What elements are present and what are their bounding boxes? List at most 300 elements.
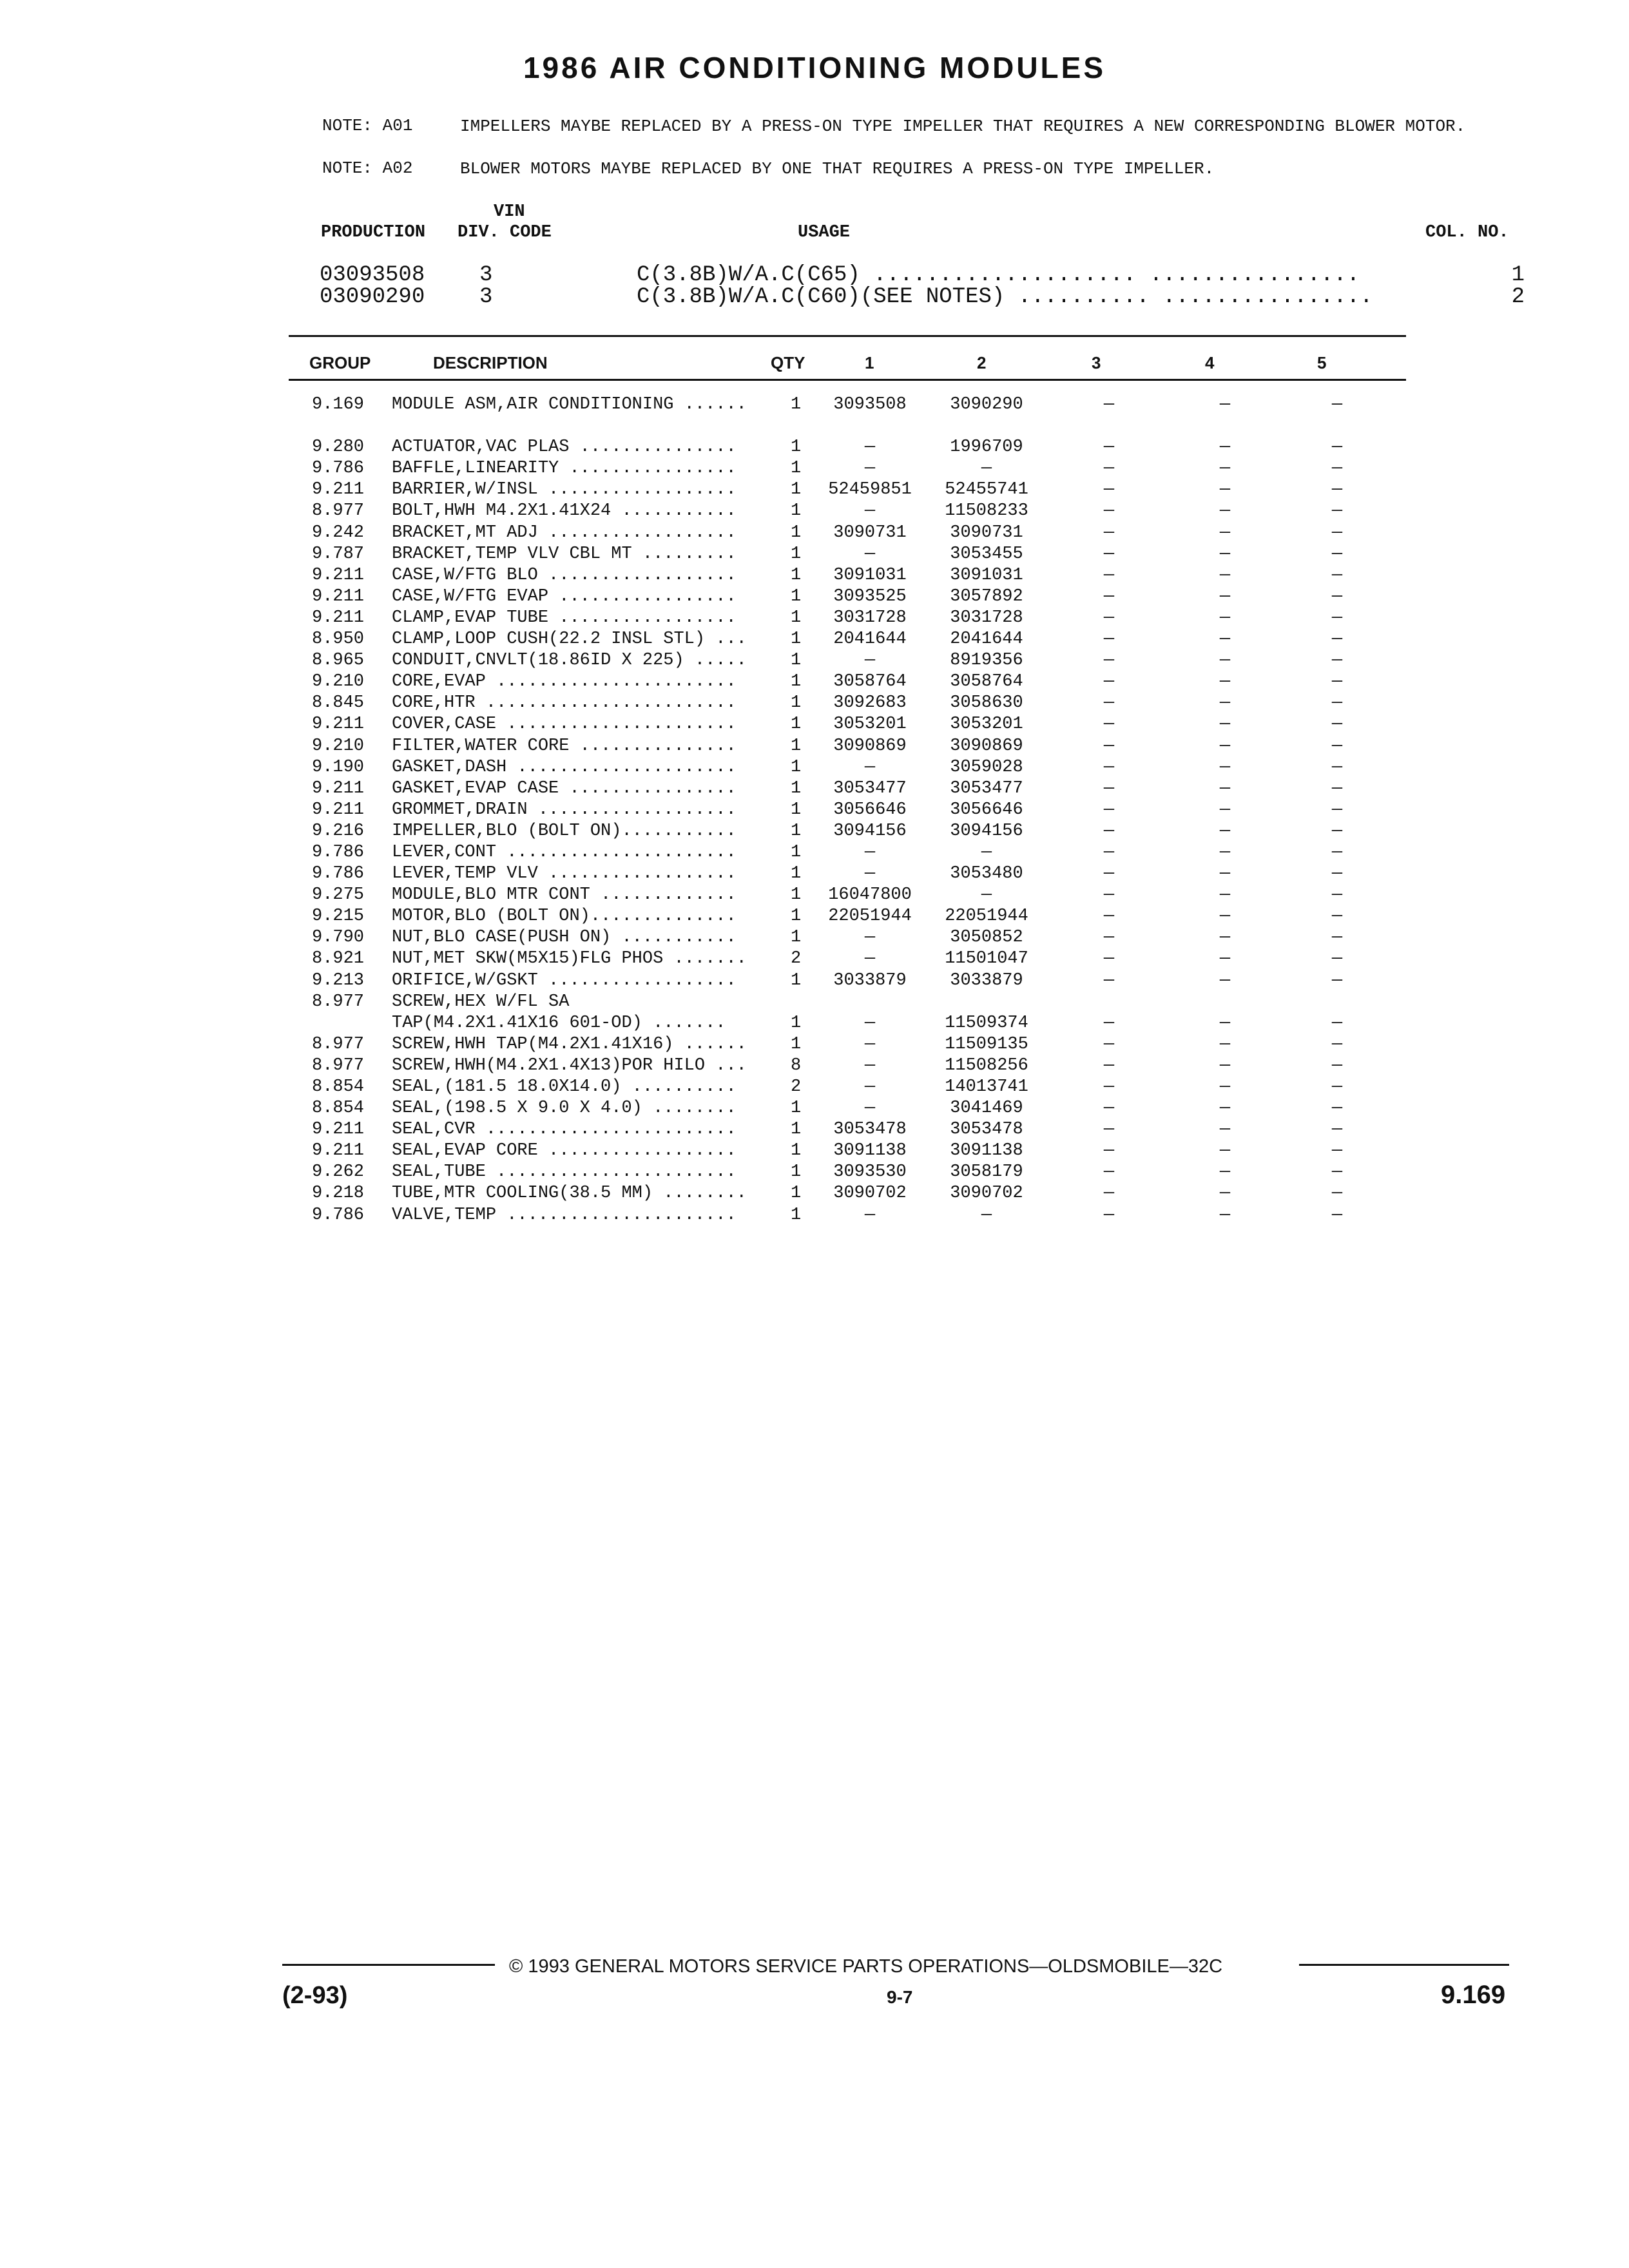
table-row bbox=[0, 693, 1629, 714]
part-number-col-5: — bbox=[1331, 842, 1343, 862]
part-number-col-4: — bbox=[1219, 480, 1231, 500]
part-number-col-2: 3053201 bbox=[950, 715, 1023, 735]
part-qty: 1 bbox=[791, 1099, 802, 1119]
part-number-col-5: — bbox=[1331, 864, 1343, 884]
part-qty: 1 bbox=[791, 885, 802, 905]
part-number-col-2: 3031728 bbox=[950, 608, 1023, 628]
part-group: 9.211 bbox=[312, 586, 365, 606]
part-qty: 1 bbox=[791, 693, 802, 713]
part-number-col-4: — bbox=[1219, 459, 1231, 479]
part-number-col-2: 3033879 bbox=[950, 970, 1023, 990]
part-qty: 2 bbox=[791, 1077, 802, 1097]
part-number-col-2: 3091031 bbox=[950, 565, 1023, 585]
part-number-col-1: 3090869 bbox=[833, 736, 907, 756]
part-qty: 1 bbox=[791, 480, 802, 500]
table-row bbox=[0, 565, 1629, 586]
part-group: 8.854 bbox=[312, 1077, 365, 1097]
table-row bbox=[0, 416, 1629, 437]
note-a02-text: BLOWER MOTORS MAYBE REPLACED BY ONE THAT REQUIRES A PRESS-ON TYPE IMPELLER. bbox=[460, 159, 1215, 178]
table-top-rule bbox=[289, 335, 1406, 337]
part-number-col-1: — bbox=[864, 501, 876, 521]
part-group: 9.218 bbox=[312, 1184, 365, 1204]
part-number-col-1: 3091138 bbox=[833, 1141, 907, 1161]
part-group: 9.210 bbox=[312, 672, 365, 692]
part-group: 9.169 bbox=[312, 395, 365, 414]
col-header-5: 5 bbox=[1317, 353, 1327, 372]
part-number-col-3: — bbox=[1103, 970, 1115, 990]
part-number-col-4: — bbox=[1219, 586, 1231, 606]
part-qty: 1 bbox=[791, 778, 802, 798]
part-description: MOTOR,BLO (BOLT ON).............. bbox=[392, 907, 737, 927]
table-row bbox=[0, 544, 1629, 565]
part-number-col-4: — bbox=[1219, 736, 1231, 756]
table-row bbox=[0, 523, 1629, 544]
part-qty: 1 bbox=[791, 864, 802, 884]
part-number-col-2: 3091138 bbox=[950, 1141, 1023, 1161]
part-number-col-2: 3059028 bbox=[950, 757, 1023, 777]
table-row bbox=[0, 458, 1629, 479]
table-row bbox=[0, 608, 1629, 629]
part-number-col-2: 1996709 bbox=[950, 437, 1023, 457]
part-group: 8.977 bbox=[312, 1055, 365, 1075]
part-group: 9.211 bbox=[312, 778, 365, 798]
table-row bbox=[0, 501, 1629, 522]
part-number-col-2: 52455741 bbox=[945, 480, 1028, 500]
table-row bbox=[0, 821, 1629, 842]
part-group: 8.977 bbox=[312, 992, 365, 1012]
part-number-col-4: — bbox=[1219, 437, 1231, 457]
part-qty: 1 bbox=[791, 1013, 802, 1033]
part-number-col-2: 2041644 bbox=[950, 629, 1023, 649]
part-number-col-5: — bbox=[1331, 1205, 1343, 1225]
col-header-description: DESCRIPTION bbox=[433, 353, 548, 372]
part-number-col-5: — bbox=[1331, 459, 1343, 479]
part-number-col-5: — bbox=[1331, 523, 1343, 543]
part-qty: 8 bbox=[791, 1055, 802, 1075]
part-group: 9.262 bbox=[312, 1162, 365, 1182]
part-number-col-1: 3093508 bbox=[833, 395, 907, 414]
part-number-col-2: 3053480 bbox=[950, 864, 1023, 884]
part-qty: 1 bbox=[791, 736, 802, 756]
part-description: FILTER,WATER CORE ............... bbox=[392, 736, 737, 756]
part-description: MODULE ASM,AIR CONDITIONING ...... bbox=[392, 395, 747, 414]
part-group: 9.215 bbox=[312, 907, 365, 927]
part-number-col-5: — bbox=[1331, 907, 1343, 927]
part-description: BRACKET,TEMP VLV CBL MT ......... bbox=[392, 544, 737, 564]
part-description: CLAMP,LOOP CUSH(22.2 INSL STL) ... bbox=[392, 629, 747, 649]
part-number-col-2: 3057892 bbox=[950, 586, 1023, 606]
footer-copyright: © 1993 GENERAL MOTORS SERVICE PARTS OPERATIONS—OLDSMOBILE—32C bbox=[509, 1956, 1223, 1977]
part-number-col-3: — bbox=[1103, 1141, 1115, 1161]
table-row bbox=[0, 863, 1629, 885]
table-row bbox=[0, 1162, 1629, 1183]
part-number-col-5: — bbox=[1331, 800, 1343, 820]
footer-section-number: 9.169 bbox=[1441, 1981, 1506, 2009]
part-number-col-3: — bbox=[1103, 715, 1115, 735]
col-header-2: 2 bbox=[977, 353, 987, 372]
table-row bbox=[0, 927, 1629, 948]
part-qty: 1 bbox=[791, 1205, 802, 1225]
table-row bbox=[0, 1034, 1629, 1055]
part-group: 9.211 bbox=[312, 715, 365, 735]
part-qty: 1 bbox=[791, 501, 802, 521]
page-title: 1986 AIR CONDITIONING MODULES bbox=[523, 51, 1106, 84]
table-row bbox=[0, 992, 1629, 1013]
part-number-col-3: — bbox=[1103, 757, 1115, 777]
part-number-col-3: — bbox=[1103, 800, 1115, 820]
part-group: 9.190 bbox=[312, 757, 365, 777]
part-number-col-1: 3090702 bbox=[833, 1184, 907, 1204]
part-number-col-5: — bbox=[1331, 608, 1343, 628]
part-description: SEAL,CVR ........................ bbox=[392, 1120, 737, 1140]
part-number-col-3: — bbox=[1103, 1099, 1115, 1119]
part-description: BAFFLE,LINEARITY ................ bbox=[392, 459, 737, 479]
part-number-col-5: — bbox=[1331, 501, 1343, 521]
part-number-col-1: — bbox=[864, 1099, 876, 1119]
part-number-col-3: — bbox=[1103, 437, 1115, 457]
production-number: 03093508 bbox=[320, 263, 425, 287]
part-number-col-2: 14013741 bbox=[945, 1077, 1028, 1097]
part-number-col-4: — bbox=[1219, 907, 1231, 927]
part-qty: 2 bbox=[791, 949, 802, 969]
part-qty: 1 bbox=[791, 800, 802, 820]
part-number-col-1: 3058764 bbox=[833, 672, 907, 692]
part-number-col-3: — bbox=[1103, 1205, 1115, 1225]
part-number-col-3: — bbox=[1103, 1013, 1115, 1033]
part-number-col-1: 3093525 bbox=[833, 586, 907, 606]
part-number-col-4: — bbox=[1219, 565, 1231, 585]
footer-rule-left bbox=[282, 1964, 495, 1966]
table-row bbox=[0, 1098, 1629, 1119]
part-qty: 1 bbox=[791, 1120, 802, 1140]
part-qty: 1 bbox=[791, 565, 802, 585]
part-description: ORIFICE,W/GSKT .................. bbox=[392, 970, 737, 990]
part-qty: 1 bbox=[791, 970, 802, 990]
part-number-col-1: 3091031 bbox=[833, 565, 907, 585]
part-number-col-3: — bbox=[1103, 629, 1115, 649]
part-number-col-3: — bbox=[1103, 1184, 1115, 1204]
part-number-col-5: — bbox=[1331, 1184, 1343, 1204]
part-number-col-4: — bbox=[1219, 842, 1231, 862]
part-number-col-1: — bbox=[864, 651, 876, 671]
part-number-col-2: 3053455 bbox=[950, 544, 1023, 564]
part-number-col-2: 3090290 bbox=[950, 395, 1023, 414]
col-no-header: COL. NO. bbox=[1425, 223, 1509, 242]
part-description: COVER,CASE ...................... bbox=[392, 715, 737, 735]
part-number-col-5: — bbox=[1331, 544, 1343, 564]
part-qty: 1 bbox=[791, 821, 802, 841]
part-number-col-4: — bbox=[1219, 1013, 1231, 1033]
part-number-col-1: — bbox=[864, 1034, 876, 1054]
part-number-col-4: — bbox=[1219, 651, 1231, 671]
part-number-col-5: — bbox=[1331, 949, 1343, 969]
part-number-col-5: — bbox=[1331, 586, 1343, 606]
part-number-col-5: — bbox=[1331, 1141, 1343, 1161]
part-number-col-1: 3090731 bbox=[833, 523, 907, 543]
part-number-col-1: — bbox=[864, 949, 876, 969]
table-row bbox=[0, 671, 1629, 693]
vin-header: VIN bbox=[494, 202, 525, 222]
part-number-col-3: — bbox=[1103, 1162, 1115, 1182]
part-qty: 1 bbox=[791, 1141, 802, 1161]
part-number-col-4: — bbox=[1219, 1077, 1231, 1097]
part-number-col-4: — bbox=[1219, 523, 1231, 543]
part-number-col-2: 11508256 bbox=[945, 1055, 1028, 1075]
part-number-col-4: — bbox=[1219, 1055, 1231, 1075]
table-row bbox=[0, 970, 1629, 992]
part-group: 9.275 bbox=[312, 885, 365, 905]
part-number-col-5: — bbox=[1331, 1013, 1343, 1033]
part-description: LEVER,TEMP VLV .................. bbox=[392, 864, 737, 884]
table-row bbox=[0, 1119, 1629, 1140]
part-number-col-1: 16047800 bbox=[828, 885, 912, 905]
part-number-col-1: — bbox=[864, 437, 876, 457]
part-group: 9.210 bbox=[312, 736, 365, 756]
table-row bbox=[0, 1140, 1629, 1162]
part-group: 9.211 bbox=[312, 565, 365, 585]
part-number-col-3: — bbox=[1103, 864, 1115, 884]
part-description: CORE,EVAP ....................... bbox=[392, 672, 737, 692]
usage-text: C(3.8B)W/A.C(C65) .................... ................ bbox=[637, 263, 1360, 287]
table-row bbox=[0, 437, 1629, 458]
part-number-col-5: — bbox=[1331, 672, 1343, 692]
part-number-col-4: — bbox=[1219, 629, 1231, 649]
part-description: GASKET,EVAP CASE ................ bbox=[392, 778, 737, 798]
part-qty: 1 bbox=[791, 437, 802, 457]
part-group: 8.965 bbox=[312, 651, 365, 671]
part-group: 8.977 bbox=[312, 1034, 365, 1054]
part-description: NUT,MET SKW(M5X15)FLG PHOS ....... bbox=[392, 949, 747, 969]
part-number-col-4: — bbox=[1219, 970, 1231, 990]
part-group: 8.950 bbox=[312, 629, 365, 649]
part-qty: 1 bbox=[791, 757, 802, 777]
part-number-col-3: — bbox=[1103, 523, 1115, 543]
part-number-col-2: 3090869 bbox=[950, 736, 1023, 756]
part-number-col-4: — bbox=[1219, 778, 1231, 798]
part-number-col-1: — bbox=[864, 864, 876, 884]
usage-header: USAGE bbox=[798, 223, 851, 242]
part-number-col-4: — bbox=[1219, 864, 1231, 884]
part-number-col-3: — bbox=[1103, 778, 1115, 798]
part-group: 9.786 bbox=[312, 459, 365, 479]
part-group: 8.845 bbox=[312, 693, 365, 713]
part-number-col-3: — bbox=[1103, 928, 1115, 948]
part-description: CORE,HTR ........................ bbox=[392, 693, 737, 713]
part-qty: 1 bbox=[791, 1162, 802, 1182]
part-number-col-1: — bbox=[864, 1055, 876, 1075]
table-row bbox=[0, 778, 1629, 800]
part-number-col-5: — bbox=[1331, 437, 1343, 457]
footer-rule-right bbox=[1299, 1964, 1509, 1966]
part-group: 9.211 bbox=[312, 480, 365, 500]
table-row bbox=[0, 586, 1629, 608]
part-number-col-1: 3094156 bbox=[833, 821, 907, 841]
part-qty: 1 bbox=[791, 586, 802, 606]
part-number-col-2: 3090731 bbox=[950, 523, 1023, 543]
col-header-3: 3 bbox=[1092, 353, 1101, 372]
part-number-col-4: — bbox=[1219, 544, 1231, 564]
part-number-col-5: — bbox=[1331, 778, 1343, 798]
part-number-col-5: — bbox=[1331, 395, 1343, 414]
part-number-col-1: — bbox=[864, 842, 876, 862]
part-qty: 1 bbox=[791, 842, 802, 862]
part-group: 9.786 bbox=[312, 1205, 365, 1225]
part-number-col-2: 3050852 bbox=[950, 928, 1023, 948]
part-qty: 1 bbox=[791, 608, 802, 628]
part-number-col-5: — bbox=[1331, 928, 1343, 948]
part-number-col-2: — bbox=[981, 842, 992, 862]
part-description: SCREW,HWH(M4.2X1.4X13)POR HILO ... bbox=[392, 1055, 747, 1075]
footer-date: (2-93) bbox=[282, 1982, 348, 2009]
part-number-col-2: 3053478 bbox=[950, 1120, 1023, 1140]
part-number-col-5: — bbox=[1331, 1099, 1343, 1119]
part-number-col-2: 11509135 bbox=[945, 1034, 1028, 1054]
part-number-col-1: — bbox=[864, 1013, 876, 1033]
part-number-col-3: — bbox=[1103, 907, 1115, 927]
part-group: 9.211 bbox=[312, 1120, 365, 1140]
part-group: 9.280 bbox=[312, 437, 365, 457]
part-number-col-4: — bbox=[1219, 1162, 1231, 1182]
part-qty: 1 bbox=[791, 395, 802, 414]
part-number-col-3: — bbox=[1103, 1120, 1115, 1140]
part-number-col-4: — bbox=[1219, 821, 1231, 841]
table-row bbox=[0, 1077, 1629, 1098]
part-description: LEVER,CONT ...................... bbox=[392, 842, 737, 862]
part-number-col-5: — bbox=[1331, 1077, 1343, 1097]
note-a02-label: NOTE: A02 bbox=[322, 159, 413, 178]
part-number-col-3: — bbox=[1103, 459, 1115, 479]
part-number-col-1: 3053201 bbox=[833, 715, 907, 735]
part-qty: 1 bbox=[791, 907, 802, 927]
part-number-col-2: 3041469 bbox=[950, 1099, 1023, 1119]
part-description: SCREW,HWH TAP(M4.2X1.41X16) ...... bbox=[392, 1034, 747, 1054]
part-description: IMPELLER,BLO (BOLT ON)........... bbox=[392, 821, 737, 841]
part-number-col-2: 3058764 bbox=[950, 672, 1023, 692]
part-number-col-5: — bbox=[1331, 821, 1343, 841]
part-number-col-5: — bbox=[1331, 715, 1343, 735]
table-row bbox=[0, 394, 1629, 416]
part-description: CONDUIT,CNVLT(18.86ID X 225) ..... bbox=[392, 651, 747, 671]
div-code: 3 bbox=[479, 285, 493, 309]
part-description: SEAL,(198.5 X 9.0 X 4.0) ........ bbox=[392, 1099, 737, 1119]
part-number-col-3: — bbox=[1103, 672, 1115, 692]
part-group: 8.977 bbox=[312, 501, 365, 521]
part-number-col-1: 3033879 bbox=[833, 970, 907, 990]
part-number-col-1: — bbox=[864, 928, 876, 948]
part-number-col-2: 3056646 bbox=[950, 800, 1023, 820]
part-number-col-3: — bbox=[1103, 480, 1115, 500]
part-number-col-2: 11501047 bbox=[945, 949, 1028, 969]
part-number-col-4: — bbox=[1219, 1141, 1231, 1161]
part-number-col-3: — bbox=[1103, 693, 1115, 713]
part-number-col-2: 11508233 bbox=[945, 501, 1028, 521]
part-qty: 1 bbox=[791, 523, 802, 543]
part-description: BOLT,HWH M4.2X1.41X24 ........... bbox=[392, 501, 737, 521]
part-number-col-1: — bbox=[864, 757, 876, 777]
part-number-col-1: 3053478 bbox=[833, 1120, 907, 1140]
part-qty: 1 bbox=[791, 651, 802, 671]
part-number-col-2: 3053477 bbox=[950, 778, 1023, 798]
note-a01-text: IMPELLERS MAYBE REPLACED BY A PRESS-ON TYPE IMPELLER THAT REQUIRES A NEW CORRESPONDING BLOWER MOTOR. bbox=[460, 117, 1466, 136]
div-code-header: DIV. CODE bbox=[458, 223, 552, 242]
part-number-col-1: 3053477 bbox=[833, 778, 907, 798]
part-group: 9.242 bbox=[312, 523, 365, 543]
col-header-qty: QTY bbox=[771, 353, 805, 372]
part-number-col-3: — bbox=[1103, 736, 1115, 756]
part-number-col-3: — bbox=[1103, 885, 1115, 905]
table-row bbox=[0, 948, 1629, 970]
part-number-col-5: — bbox=[1331, 565, 1343, 585]
part-number-col-5: — bbox=[1331, 480, 1343, 500]
part-number-col-2: 11509374 bbox=[945, 1013, 1028, 1033]
part-number-col-1: — bbox=[864, 459, 876, 479]
part-description: BRACKET,MT ADJ .................. bbox=[392, 523, 737, 543]
part-number-col-2: 8919356 bbox=[950, 651, 1023, 671]
part-number-col-4: — bbox=[1219, 693, 1231, 713]
col-header-4: 4 bbox=[1205, 353, 1215, 372]
col-number: 2 bbox=[1511, 285, 1525, 309]
part-number-col-5: — bbox=[1331, 736, 1343, 756]
note-a01-label: NOTE: A01 bbox=[322, 116, 413, 135]
part-number-col-4: — bbox=[1219, 672, 1231, 692]
usage-text: C(3.8B)W/A.C(C60)(SEE NOTES) .......... ................ bbox=[637, 285, 1373, 309]
table-row bbox=[0, 1013, 1629, 1034]
part-number-col-3: — bbox=[1103, 608, 1115, 628]
part-number-col-4: — bbox=[1219, 1120, 1231, 1140]
table-row bbox=[0, 906, 1629, 927]
part-description: GASKET,DASH ..................... bbox=[392, 757, 737, 777]
part-number-col-4: — bbox=[1219, 885, 1231, 905]
part-number-col-1: 3093530 bbox=[833, 1162, 907, 1182]
part-number-col-4: — bbox=[1219, 757, 1231, 777]
part-number-col-3: — bbox=[1103, 821, 1115, 841]
part-group: 9.211 bbox=[312, 1141, 365, 1161]
part-number-col-4: — bbox=[1219, 1034, 1231, 1054]
production-row bbox=[320, 263, 1525, 287]
table-row bbox=[0, 629, 1629, 650]
col-number: 1 bbox=[1511, 263, 1525, 287]
part-description: CLAMP,EVAP TUBE ................. bbox=[392, 608, 737, 628]
part-number-col-3: — bbox=[1103, 395, 1115, 414]
part-number-col-5: — bbox=[1331, 693, 1343, 713]
div-code: 3 bbox=[479, 263, 493, 287]
part-number-col-1: 3056646 bbox=[833, 800, 907, 820]
part-number-col-1: 3031728 bbox=[833, 608, 907, 628]
part-number-col-3: — bbox=[1103, 1034, 1115, 1054]
table-row bbox=[0, 1205, 1629, 1226]
part-number-col-5: — bbox=[1331, 651, 1343, 671]
part-description: VALVE,TEMP ...................... bbox=[392, 1205, 737, 1225]
part-number-col-3: — bbox=[1103, 1055, 1115, 1075]
part-qty: 1 bbox=[791, 672, 802, 692]
part-description: BARRIER,W/INSL .................. bbox=[392, 480, 737, 500]
production-number: 03090290 bbox=[320, 285, 425, 309]
part-number-col-1: 22051944 bbox=[828, 907, 912, 927]
part-number-col-5: — bbox=[1331, 757, 1343, 777]
part-number-col-5: — bbox=[1331, 1055, 1343, 1075]
part-number-col-4: — bbox=[1219, 395, 1231, 414]
part-group: 9.211 bbox=[312, 800, 365, 820]
part-number-col-4: — bbox=[1219, 1184, 1231, 1204]
table-row bbox=[0, 1055, 1629, 1077]
part-number-col-1: — bbox=[864, 1205, 876, 1225]
part-number-col-4: — bbox=[1219, 949, 1231, 969]
footer-page-number: 9-7 bbox=[887, 1987, 913, 2007]
part-number-col-2: — bbox=[981, 885, 992, 905]
table-row bbox=[0, 757, 1629, 778]
part-qty: 1 bbox=[791, 1184, 802, 1204]
part-number-col-4: — bbox=[1219, 608, 1231, 628]
